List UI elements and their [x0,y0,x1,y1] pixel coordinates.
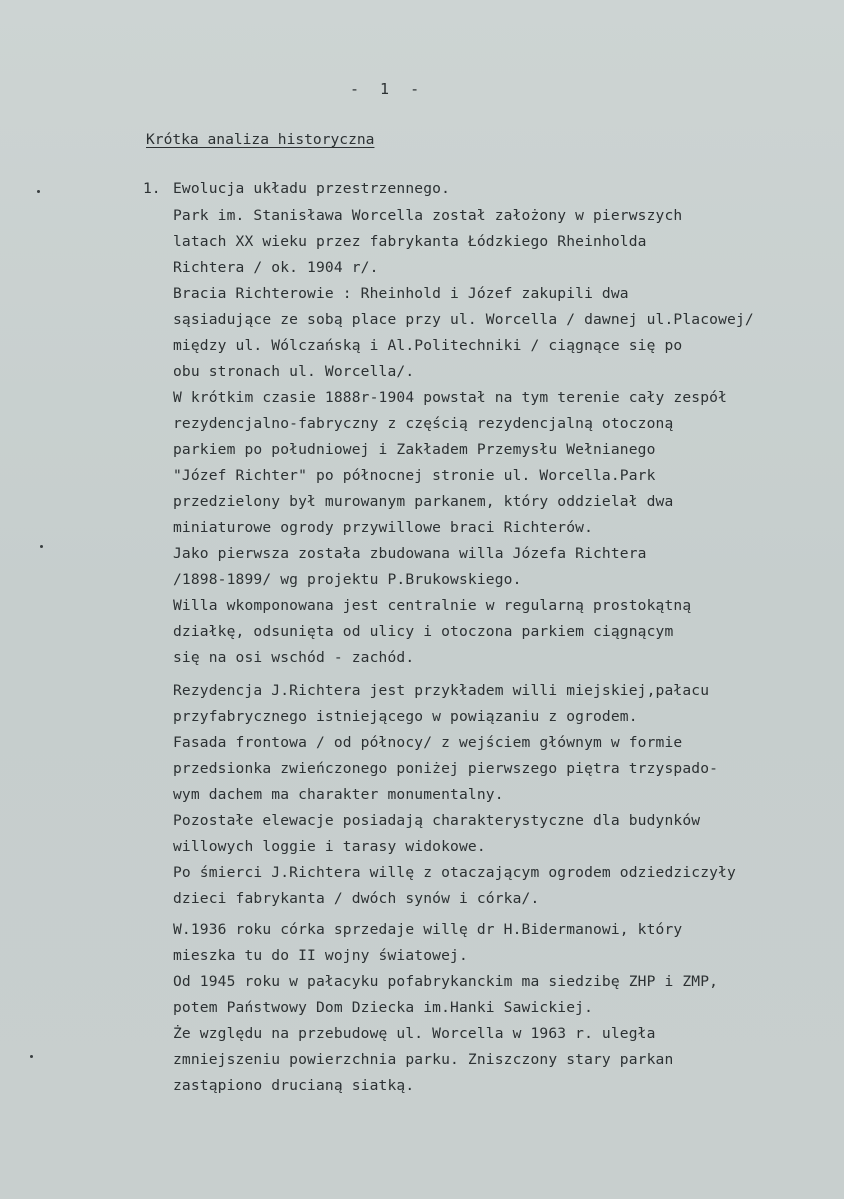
page-number: - 1 - [350,80,426,98]
text-line: Willa wkomponowana jest centralnie w regularną prostokątną [173,597,692,614]
text-line: latach XX wieku przez fabrykanta Łódzkiego Rheinholda [173,233,647,250]
text-line: przedzielony był murowanym parkanem, który oddzielał dwa [173,493,674,510]
text-line: sąsiadujące ze sobą place przy ul. Worcella / dawnej ul.Placowej/ [173,311,754,328]
text-line: dzieci fabrykanta / dwóch synów i córka/. [173,890,540,907]
text-line: /1898-1899/ wg projektu P.Brukowskiego. [173,571,522,588]
scan-speck [37,190,40,193]
text-line: Bracia Richterowie : Rheinhold i Józef zakupili dwa [173,285,629,302]
scan-speck [40,545,43,548]
section-number: 1. [143,180,161,197]
text-line: działkę, odsunięta od ulicy i otoczona parkiem ciągnącym [173,623,674,640]
text-line: obu stronach ul. Worcella/. [173,363,415,380]
text-line: Richtera / ok. 1904 r/. [173,259,379,276]
section-heading: Krótka analiza historyczna [146,131,375,148]
text-line: Park im. Stanisława Worcella został założony w pierwszych [173,207,683,224]
text-line: Fasada frontowa / od północy/ z wejściem głównym w formie [173,734,683,751]
scan-speck [30,1055,33,1058]
text-line: Ewolucja układu przestrzennego. [173,180,451,197]
text-line: "Józef Richter" po północnej stronie ul. Worcella.Park [173,467,656,484]
text-line: Pozostałe elewacje posiadają charakterystyczne dla budynków [173,812,701,829]
text-line: W krótkim czasie 1888r-1904 powstał na tym terenie cały zespół [173,389,728,406]
text-line: Od 1945 roku w pałacyku pofabrykanckim ma siedzibę ZHP i ZMP, [173,973,719,990]
text-line: potem Państwowy Dom Dziecka im.Hanki Sawickiej. [173,999,594,1016]
text-line: wym dachem ma charakter monumentalny. [173,786,504,803]
text-line: parkiem po południowej i Zakładem Przemysłu Wełnianego [173,441,656,458]
text-line: Po śmierci J.Richtera willę z otaczającym ogrodem odziedziczyły [173,864,736,881]
text-line: rezydencjalno-fabryczny z częścią rezydencjalną otoczoną [173,415,674,432]
text-line: się na osi wschód - zachód. [173,649,415,666]
text-line: zmniejszeniu powierzchnia parku. Zniszczony stary parkan [173,1051,674,1068]
text-line: zastąpiono drucianą siatką. [173,1077,415,1094]
text-line: przyfabrycznego istniejącego w powiązaniu z ogrodem. [173,708,638,725]
text-line: miniaturowe ogrody przywillowe braci Richterów. [173,519,594,536]
text-line: Rezydencja J.Richtera jest przykładem willi miejskiej,pałacu [173,682,710,699]
text-line: W.1936 roku córka sprzedaje willę dr H.Bidermanowi, który [173,921,683,938]
text-line: Jako pierwsza została zbudowana willa Józefa Richtera [173,545,647,562]
text-line: willowych loggie i tarasy widokowe. [173,838,486,855]
text-line: mieszka tu do II wojny światowej. [173,947,468,964]
text-line: Że względu na przebudowę ul. Worcella w 1963 r. uległa [173,1025,656,1042]
text-line: przedsionka zwieńczonego poniżej pierwszego piętra trzyspado- [173,760,719,777]
text-line: między ul. Wólczańską i Al.Politechniki / ciągnące się po [173,337,683,354]
